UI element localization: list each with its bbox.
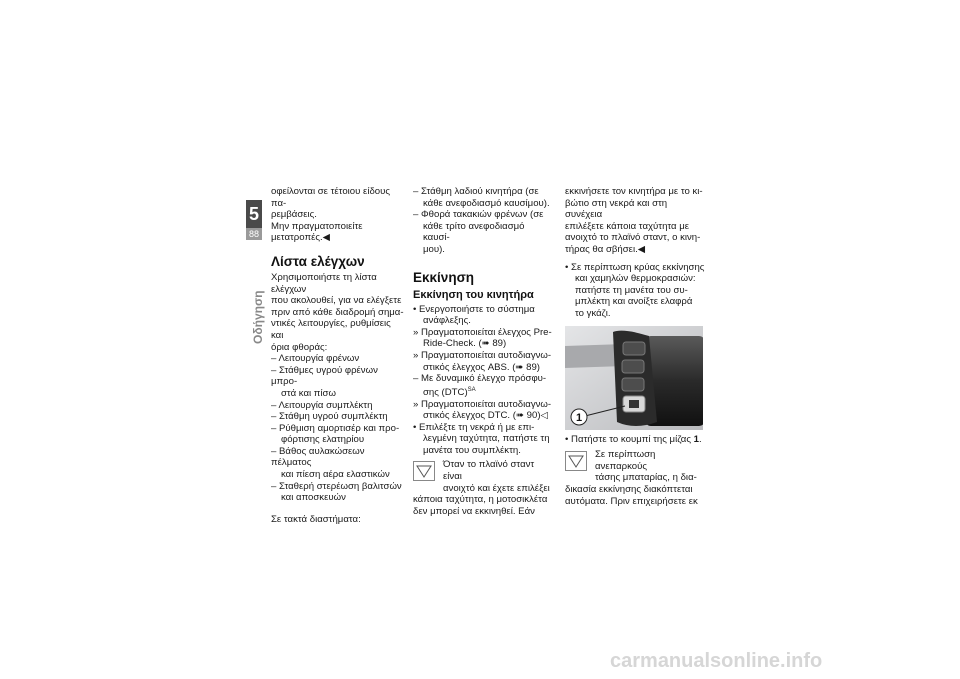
- note-continuation: κάποια ταχύτητα, η μοτοσικλέτα: [413, 494, 548, 506]
- step-line: • Ενεργοποιήστε το σύστημα: [413, 303, 535, 315]
- start-heading: Εκκίνηση: [413, 269, 475, 285]
- dtc-superscript: SA: [467, 386, 476, 393]
- cold-start-line: μπλέκτη και ανοίξτε ελαφρά: [575, 296, 693, 308]
- step-line: • Επιλέξτε τη νεκρά ή με επι-: [413, 421, 535, 433]
- list-item: και πίεση αέρα ελαστικών: [281, 469, 390, 481]
- step-line: » Πραγματοποιείται έλεγχος Pre-: [413, 326, 552, 338]
- list-item: – Λειτουργία συμπλέκτη: [271, 399, 373, 411]
- para-line: πριν από κάθε διαδρομή σημα-: [271, 306, 404, 318]
- step-line: Ride-Check. (➠ 89): [423, 338, 507, 350]
- figure-callout-label: 1: [575, 411, 583, 424]
- list-item: φόρτισης ελατηρίου: [281, 434, 365, 446]
- list-item: – Στάθμη λαδιού κινητήρα (σε: [413, 186, 539, 197]
- column-2: [413, 186, 553, 517]
- column-1: [271, 186, 404, 525]
- chapter-title-vertical: Οδήγηση: [251, 290, 265, 344]
- para-line: επιλέξετε κάποια ταχύτητα με: [565, 220, 690, 232]
- para-line: τήρας θα σβήσει.◀: [565, 243, 646, 255]
- step-line: στικός έλεγχος ABS. (➠ 89): [423, 361, 540, 373]
- note-line: τάσης μπαταρίας, η δια-: [595, 472, 697, 484]
- para-line: που ακολουθεί, για να ελέγξετε: [271, 295, 402, 307]
- step-line: στικός έλεγχος DTC. (➠ 90)◁: [423, 410, 548, 422]
- list-item: – Στάθμες υγρού φρένων μπρο-: [271, 364, 378, 388]
- cold-start-line: • Σε περίπτωση κρύας εκκίνησης: [565, 261, 705, 273]
- step-line: λεγμένη ταχύτητα, πατήστε τη: [423, 433, 550, 445]
- step-line: [413, 385, 553, 399]
- step-line: ανάφλεξης.: [423, 315, 471, 327]
- step-line: » Πραγματοποιείται αυτοδιαγνω-: [413, 349, 552, 361]
- checklist-heading: Λίστα ελέγχων: [271, 253, 365, 269]
- intro-line: ρεμβάσεις.: [271, 209, 317, 221]
- step-line: μανέτα του συμπλέκτη.: [423, 444, 521, 456]
- caution-triangle-icon: [413, 461, 435, 481]
- column-3: [565, 186, 705, 507]
- list-item: – Λειτουργία φρένων: [271, 353, 360, 365]
- engine-start-subheading: Εκκίνηση του κινητήρα: [413, 288, 534, 301]
- intro2-line: μετατροπές.◀: [271, 232, 331, 244]
- list-item: μου).: [423, 243, 445, 255]
- step-line: » Πραγματοποιείται αυτοδιαγνω-: [413, 398, 552, 410]
- cold-start-line: το γκάζι.: [575, 307, 611, 319]
- list-item: – Σταθερή στερέωση βαλιτσών: [271, 480, 402, 492]
- list-item: – Στάθμη υγρού συμπλέκτη: [271, 411, 388, 423]
- press-starter-line: [565, 434, 705, 446]
- para-line: Χρησιμοποιήστε τη λίστα ελέγχων: [271, 271, 377, 295]
- press-number: 1: [693, 433, 699, 445]
- note-continuation: αυτόματα. Πριν επιχειρήσετε εκ: [565, 495, 698, 507]
- para-line: εκκινήσετε τον κινητήρα με το κι-: [565, 186, 703, 197]
- list-item: κάθε ανεφοδιασμό καυσίμου).: [423, 197, 550, 209]
- intro2-line: Μην πραγματοποιείτε: [271, 220, 363, 232]
- list-item: και αποσκευών: [281, 492, 346, 504]
- note-line: Όταν το πλαϊνό σταντ είναι: [443, 459, 535, 483]
- handlebar-switch-figure: [565, 326, 703, 430]
- note-line: Σε περίπτωση ανεπαρκούς: [595, 449, 656, 472]
- list-item: – Βάθος αυλακώσεων πέλματος: [271, 445, 365, 469]
- note-box: [413, 459, 553, 494]
- list-item: στά και πίσω: [281, 387, 336, 399]
- para-line: όρια φθοράς:: [271, 341, 328, 353]
- list-item: κάθε τρίτο ανεφοδιασμό καυσί-: [423, 220, 525, 244]
- step-line: – Με δυναμικό έλεγχο πρόσφυ-: [413, 373, 547, 385]
- list-item: – Ρύθμιση αμορτισέρ και προ-: [271, 422, 400, 434]
- note-continuation: δεν μπορεί να εκκινηθεί. Εάν: [413, 505, 535, 517]
- cold-start-line: πατήστε τη μανέτα του συ-: [575, 284, 688, 296]
- outro-text: Σε τακτά διαστήματα:: [271, 513, 361, 525]
- intro-line: οφείλονται σε τέτοιου είδους πα-: [271, 186, 390, 209]
- caution-triangle-icon: [565, 451, 587, 471]
- note-box: [565, 449, 705, 484]
- page-number: 88: [246, 228, 262, 240]
- watermark: carmanualsonline.info: [610, 650, 823, 672]
- cold-start-line: και χαμηλών θερμοκρασιών:: [575, 273, 696, 285]
- press-period: .: [698, 433, 702, 445]
- note-line: ανοιχτό και έχετε επιλέξει: [443, 482, 550, 494]
- dtc-text: σης (DTC): [423, 386, 468, 398]
- press-text: • Πατήστε το κουμπί της μίζας: [565, 433, 694, 445]
- note-continuation: δικασία εκκίνησης διακόπτεται: [565, 483, 693, 495]
- chapter-number-tab: 5: [246, 200, 262, 228]
- para-line: ανοιχτό το πλαϊνό σταντ, ο κινη-: [565, 232, 701, 244]
- list-item: – Φθορά τακακιών φρένων (σε: [413, 209, 544, 221]
- handlebar-switch-illustration: [565, 326, 703, 430]
- para-line: ντικές λειτουργίες, ρυθμίσεις και: [271, 318, 391, 341]
- para-line: βώτιο στη νεκρά και στη συνέχεια: [565, 197, 668, 221]
